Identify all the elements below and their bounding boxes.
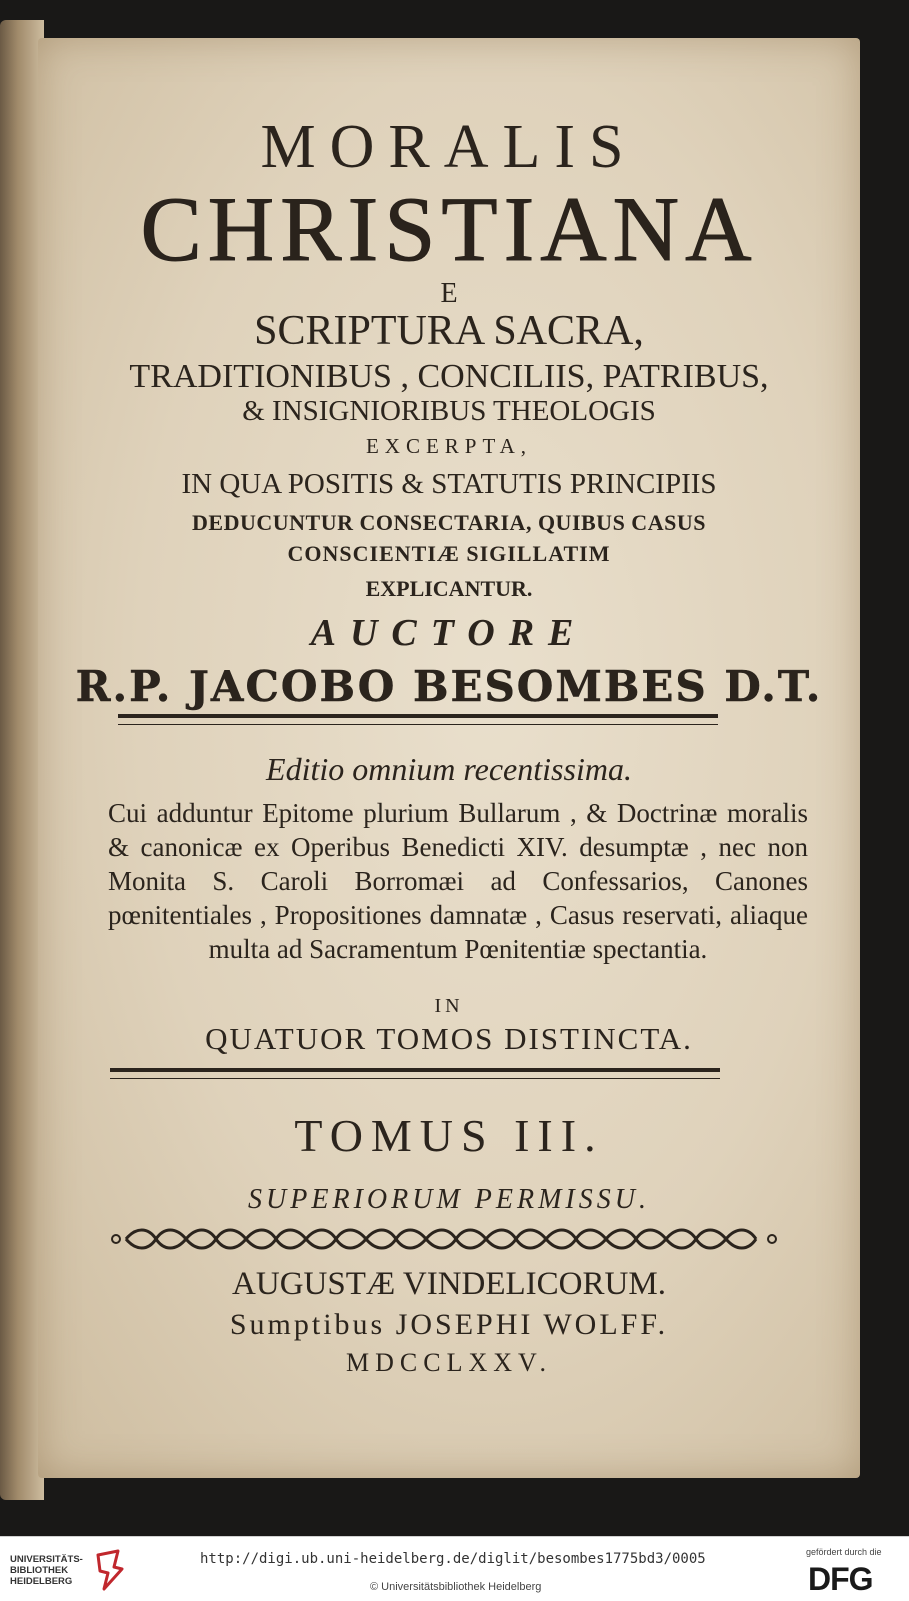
library-line1: UNIVERSITÄTS- [10,1554,83,1565]
imprint-publisher: Sumptibus JOSEPHI WOLFF. [229,1308,669,1341]
line-explicantur: EXPLICANTUR. [365,576,533,601]
line-quatuor: QUATUOR TOMOS DISTINCTA. [205,1021,693,1056]
line-inqua: IN QUA POSITIS & STATUTIS PRINCIPIIS [181,468,717,500]
funding-note: gefördert durch die [806,1547,882,1557]
line-excerpta: EXCERPTA, [365,434,533,458]
edition-note: Editio omnium recentissima. [266,751,632,787]
line-traditionibus: TRADITIONIBUS , CONCILIIS, PATRIBUS, [129,358,769,395]
title-christiana: CHRISTIANA [140,178,758,280]
double-rule-top [118,714,718,725]
author-name: R.P. JACOBO BESOMBES D.T. [75,662,823,711]
line-deducuntur: DEDUCUNTUR CONSECTARIA, QUIBUS CASUS [192,510,706,535]
line-auctore: AUCTORE [310,612,588,654]
chain-ornament [108,1224,788,1254]
permission-line: SUPERIORUM PERMISSU. [248,1184,650,1215]
title-moralis: MORALIS [260,113,638,181]
double-rule-bottom [110,1068,720,1079]
line-scriptura: SCRIPTURA SACRA, [254,308,644,354]
title-page-text [38,38,860,1478]
line-conscientiae: CONSCIENTIÆ SIGILLATIM [287,541,611,566]
copyright-notice: © Universitätsbibliothek Heidelberg [370,1581,542,1593]
document-url[interactable]: http://digi.ub.uni-heidelberg.de/diglit/besombes1775bd3/0005 [200,1551,706,1567]
line-insignioribus: & INSIGNIORIBUS THEOLOGIS [242,395,656,427]
volume-number: TOMUS III. [294,1110,604,1161]
contents-paragraph: Cui adduntur Epitome plurium Bullarum , & Doctrinæ moralis & canonicæ ex Operibus Benedicti XIV. desumptæ , nec non Monita S. Caroli Borromæi ad Confessarios, Canones pœnitentiales , Propositiones damnatæ , Casus reservati, aliaque multa ad Sacramentum Pœnitentiæ spectantia. [108,798,808,964]
library-line3: HEIDELBERG [10,1576,73,1587]
imprint-date: MDCCLXXV. [346,1348,552,1377]
library-name[interactable] [10,1554,83,1587]
line-e: E [440,278,458,309]
footer-bar [0,1536,909,1601]
dfg-logo[interactable]: DFG [808,1561,873,1597]
library-line2: BIBLIOTHEK [10,1565,69,1576]
imprint-place: AUGUSTÆ VINDELICORUM. [232,1266,666,1302]
line-in: IN [434,995,464,1017]
university-library-logo-icon[interactable] [92,1547,126,1593]
